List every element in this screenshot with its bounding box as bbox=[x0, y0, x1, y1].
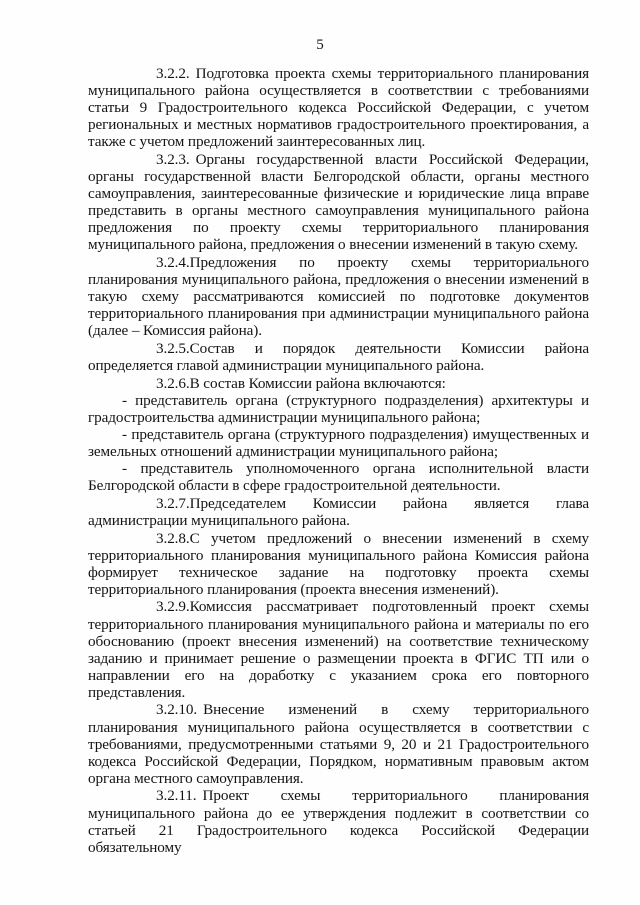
paragraph-text: Состав и порядок деятельности Комиссии района определяется главой администрации муниципального района. bbox=[88, 340, 589, 375]
paragraph-number: 3.2.10. bbox=[156, 701, 198, 719]
paragraph-3-2-8 bbox=[88, 530, 589, 598]
paragraph-text: С учетом предложений о внесении изменений в схему территориального планирования муниципального района Комиссия района формирует техническое задание на подготовку проекта схемы территориального планирования (проекта внесения изменений). bbox=[88, 529, 589, 598]
paragraph-number: 3.2.9. bbox=[156, 598, 190, 616]
paragraph-3-2-11 bbox=[88, 787, 589, 855]
list-item-property bbox=[88, 426, 589, 460]
paragraph-3-2-3 bbox=[88, 151, 589, 254]
list-item-text: - представитель органа (структурного подразделения) архитектуры и градостроительства администрации муниципального района; bbox=[88, 391, 589, 426]
paragraph-3-2-2 bbox=[88, 65, 589, 150]
paragraph-text: Проект схемы территориального планирования муниципального района до ее утверждения подлежит в соответствии со статьей 21 Градостроительного кодекса Российской Федерации обязательному bbox=[88, 787, 589, 856]
paragraph-text: Органы государственной власти Российской Федерации, органы государственной власти Белгородской области, органы местного самоуправления, заинтересованные физические и юридические лица вправе представить в органы местного самоуправления муниципального района предложения по проекту схемы территориального планирования муниципального района, предложения о внесении изменений в такую схему. bbox=[88, 150, 589, 254]
paragraph-3-2-6 bbox=[88, 375, 589, 392]
paragraph-number: 3.2.6. bbox=[156, 374, 190, 392]
paragraph-text: В состав Комиссии района включаются: bbox=[189, 374, 446, 392]
paragraph-text: Комиссия рассматривает подготовленный проект схемы территориального планирования муниципального района и материалы по его обоснованию (проект внесения изменений) на соответствие техническому заданию и принимает решение о размещении проекта в ФГИС ТП или о направлении его на доработку с указанием срока его повторного представления. bbox=[88, 598, 589, 701]
list-item-architecture bbox=[88, 392, 589, 426]
paragraph-3-2-9 bbox=[88, 598, 589, 701]
paragraph-number: 3.2.7. bbox=[156, 494, 190, 512]
paragraph-number: 3.2.8. bbox=[156, 529, 190, 547]
paragraph-text: Предложения по проекту схемы территориального планирования муниципального района, предложения о внесении изменений в такую схему рассматриваются комиссией по подготовке документов территориального планирования при администрации муниципального района (далее – Комиссия района). bbox=[88, 254, 589, 340]
paragraph-3-2-4 bbox=[88, 254, 589, 339]
paragraph-text: Подготовка проекта схемы территориального планирования муниципального района осуществляется в соответствии с требованиями статьи 9 Градостроительного кодекса Российской Федерации, с учетом региональных и местных нормативов градостроительного проектирования, а также с учетом предложений заинтересованных лиц. bbox=[88, 65, 589, 151]
paragraph-number: 3.2.4. bbox=[156, 254, 190, 272]
paragraph-text: Председателем Комиссии района является глава администрации муниципального района. bbox=[88, 494, 589, 529]
list-item-text: - представитель уполномоченного органа исполнительной власти Белгородской области в сфере градостроительной деятельности. bbox=[88, 460, 589, 495]
paragraph-3-2-10 bbox=[88, 701, 589, 786]
paragraph-3-2-5 bbox=[88, 340, 589, 374]
page-number: 5 bbox=[316, 37, 324, 53]
list-item-text: - представитель органа (структурного подразделения) имущественных и земельных отношений администрации муниципального района; bbox=[88, 425, 589, 461]
paragraph-text: Внесение изменений в схему территориального планирования муниципального района осуществляется в соответствии с требованиями, предусмотренными статьями 9, 20 и 21 Градостроительного кодекса Российской Федерации, Порядком, нормативным правовым актом органа местного самоуправления. bbox=[88, 701, 589, 787]
document-body bbox=[88, 65, 589, 856]
list-item-regional-authority bbox=[88, 460, 589, 494]
paragraph-number: 3.2.5. bbox=[156, 340, 190, 357]
paragraph-number: 3.2.2. bbox=[156, 65, 190, 82]
paragraph-number: 3.2.3. bbox=[156, 150, 190, 168]
paragraph-number: 3.2.11. bbox=[156, 787, 197, 805]
paragraph-3-2-7 bbox=[88, 495, 589, 529]
